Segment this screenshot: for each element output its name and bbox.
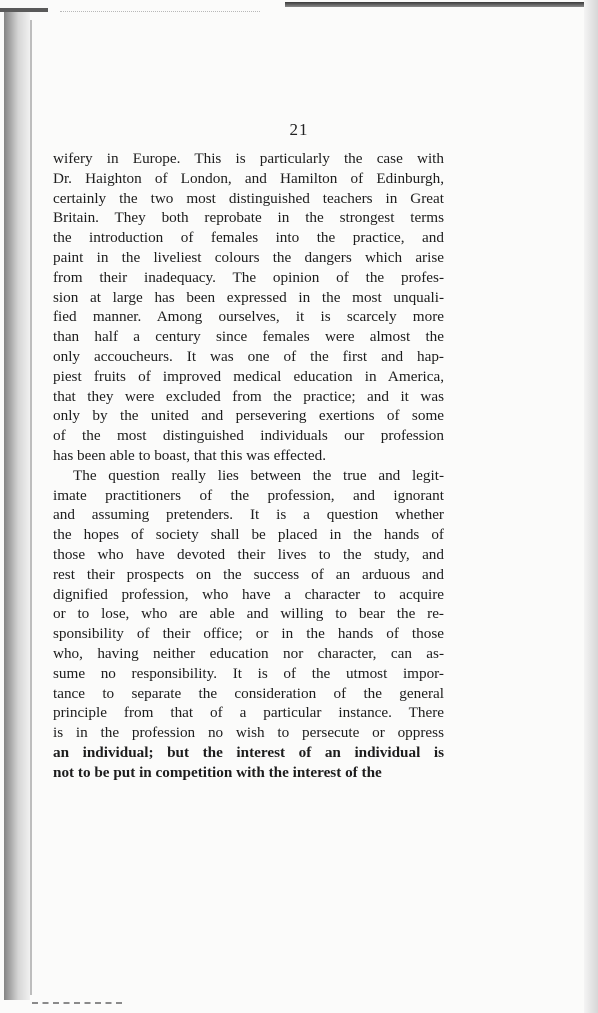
text-line: than half a century since females were almost the (53, 328, 444, 346)
text-line: wifery in Europe. This is particularly the case with (53, 150, 444, 167)
text-line: rest their prospects on the success of an arduous and (53, 565, 444, 583)
paragraph (53, 149, 444, 466)
top-right-rule (285, 2, 598, 7)
text-line: of the most distinguished individuals our profession (53, 427, 444, 445)
text-line: only accoucheurs. It was one of the first and hap- (53, 347, 444, 365)
text-line: only by the united and persevering exertions of some (53, 407, 444, 425)
text-line: that they were excluded from the practice; and it was (53, 387, 444, 405)
book-spine-shadow (4, 10, 30, 1000)
text-line: is in the profession no wish to persecute or oppress (53, 724, 444, 742)
text-line: imate practitioners of the profession, and ignorant (53, 486, 444, 504)
text-line: dignified profession, who have a character to acquire (53, 585, 444, 603)
bottom-dashed-mark (32, 1002, 122, 1006)
text-line: who, having neither education nor character, can as- (53, 644, 444, 662)
text-line: the hopes of society shall be placed in the hands of (53, 526, 444, 544)
text-line: fied manner. Among ourselves, it is scarcely more (53, 308, 444, 326)
top-left-rule (0, 8, 48, 12)
text-line: or to lose, who are able and willing to bear the re- (53, 605, 444, 623)
text-line: sion at large has been expressed in the most unquali- (53, 288, 444, 306)
body-text (53, 149, 444, 783)
page-right-edge (584, 0, 598, 1013)
text-line: and assuming pretenders. It is a question whether (53, 506, 444, 524)
text-line: those who have devoted their lives to the study, and (53, 545, 444, 563)
text-line: principle from that of a particular instance. There (53, 704, 444, 722)
top-dotted-rule (60, 11, 260, 14)
page-number: 21 (289, 120, 309, 139)
text-line: sume no responsibility. It is of the utmost impor- (53, 664, 444, 682)
text-line: from their inadequacy. The opinion of the profes- (53, 268, 444, 286)
gutter-line (30, 20, 32, 995)
text-line: sponsibility of their office; or in the hands of those (53, 625, 444, 643)
text-line: an individual; but the interest of an individual is (53, 743, 444, 761)
text-line: paint in the liveliest colours the dangers which arise (53, 248, 444, 266)
text-line: not to be put in competition with the interest of the (53, 763, 382, 781)
text-line: piest fruits of improved medical education in America, (53, 367, 444, 385)
text-line: The question really lies between the true and legit- (73, 466, 444, 484)
paragraph (53, 466, 444, 783)
text-line: Dr. Haighton of London, and Hamilton of Edinburgh, (53, 169, 444, 187)
text-line: certainly the two most distinguished teachers in Great (53, 189, 444, 207)
text-line: has been able to boast, that this was effected. (53, 446, 327, 464)
text-line: Britain. They both reprobate in the strongest terms (53, 209, 444, 227)
text-line: the introduction of females into the practice, and (53, 229, 444, 247)
text-line: tance to separate the consideration of the general (53, 684, 444, 702)
